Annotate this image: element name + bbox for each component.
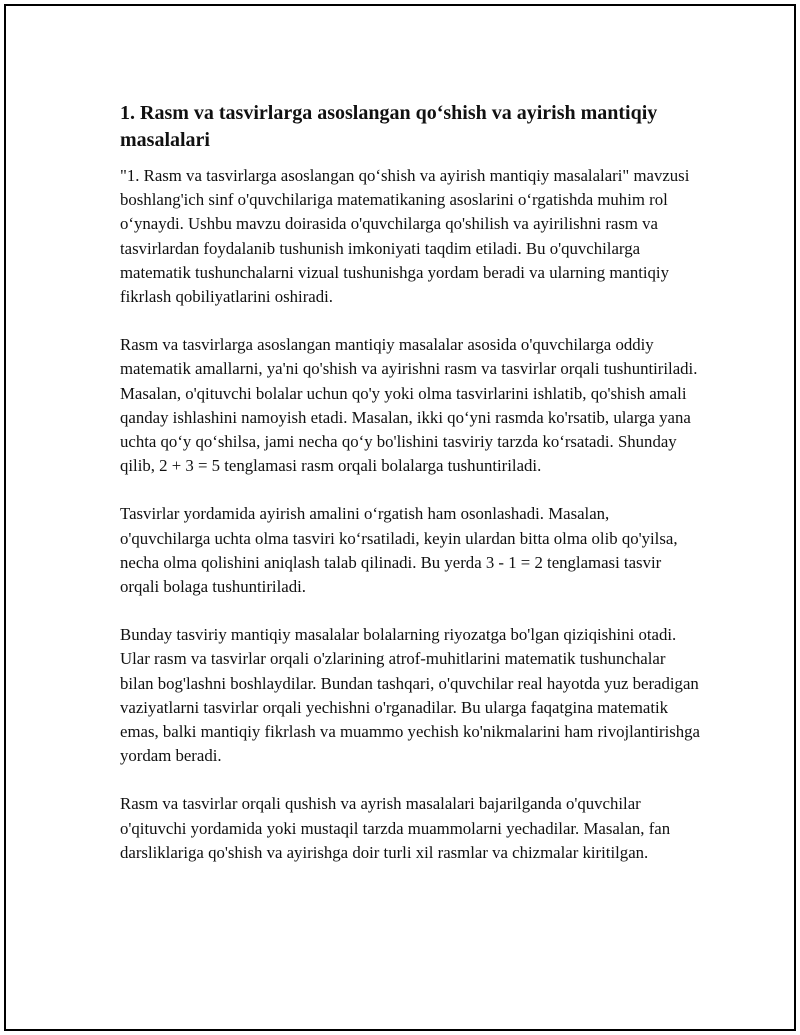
paragraph-intro: "1. Rasm va tasvirlarga asoslangan qo‘shish va ayirish mantiqiy masalalari" mavzusi boshlang'ich sinf o'quvchilariga matematikaning asoslarini o‘rgatishda muhim rol o‘ynaydi. Ushbu mavzu doirasida o'quvchilarga qo'shilish va ayirilishni rasm va tasvirlardan foydalanib tushunish imkoniyati taqdim etiladi. Bu o'quvchilarga matematik tushunchalarni vizual tushunishga yordam beradi va ularning mantiqiy fikrlash qobiliyatlarini oshiradi. <box>120 166 690 307</box>
paragraph-interest: Bunday tasviriy mantiqiy masalalar bolalarning riyozatga bo'lgan qiziqishini otadi. Ular rasm va tasvirlar orqali o'zlarining atrof-muhitlarini matematik tushunchalar bilan bog'lashni boshlaydilar. Bundan tashqari, o'quvchilar real hayotda yuz beradigan vaziyatlarni tasvirlar orqali yechishni o'rganadilar. Bu ularga faqatgina matematik emas, balki mantiqiy fikrlash va muammo yechish ko'nikmalarini ham rivojlantirishga yordam beradi. <box>120 625 700 766</box>
document-body <box>120 100 700 889</box>
paragraph-subtraction: Tasvirlar yordamida ayirish amalini o‘rgatish ham osonlashadi. Masalan, o'quvchilarga uchta olma tasviri ko‘rsatiladi, keyin ulardan bitta olma olib qo'yilsa, necha olma qolishini aniqlash talab qilinadi. Bu yerda 3 - 1 = 2 tenglamasi tasvir orqali bolaga tushuntiriladi. <box>120 504 678 597</box>
page-frame <box>4 4 796 1031</box>
paragraph-conclusion: Rasm va tasvirlar orqali qushish va ayrish masalalari bajarilganda o'quvchilar o'qituvchi yordamida yoki mustaqil tarzda muammolarni yechadilar. Masalan, fan darsliklariga qo'shish va ayirishga doir turli xil rasmlar va chizmalar kiritilgan. <box>120 794 671 862</box>
paragraph-addition: Rasm va tasvirlarga asoslangan mantiqiy masalalar asosida o'quvchilarga oddiy matematik amallarni, ya'ni qo'shish va ayirishni rasm va tasvirlar orqali tushuntiriladi. Masalan, o'qituvchi bolalar uchun qo'y yoki olma tasvirlarini ishlatib, qo'shish amali qanday ishlashini namoyish etadi. Masalan, ikki qo‘yni rasmda ko'rsatib, ularga yana uchta qo‘y qo‘shilsa, jami necha qo‘y bo'lishini tasviriy tarzda ko‘rsatadi. Shunday qilib, 2 + 3 = 5 tenglamasi rasm orqali bolalarga tushuntiriladi. <box>120 335 698 476</box>
document-title: 1. Rasm va tasvirlarga asoslangan qo‘shish va ayirish mantiqiy masalalari <box>120 102 658 151</box>
